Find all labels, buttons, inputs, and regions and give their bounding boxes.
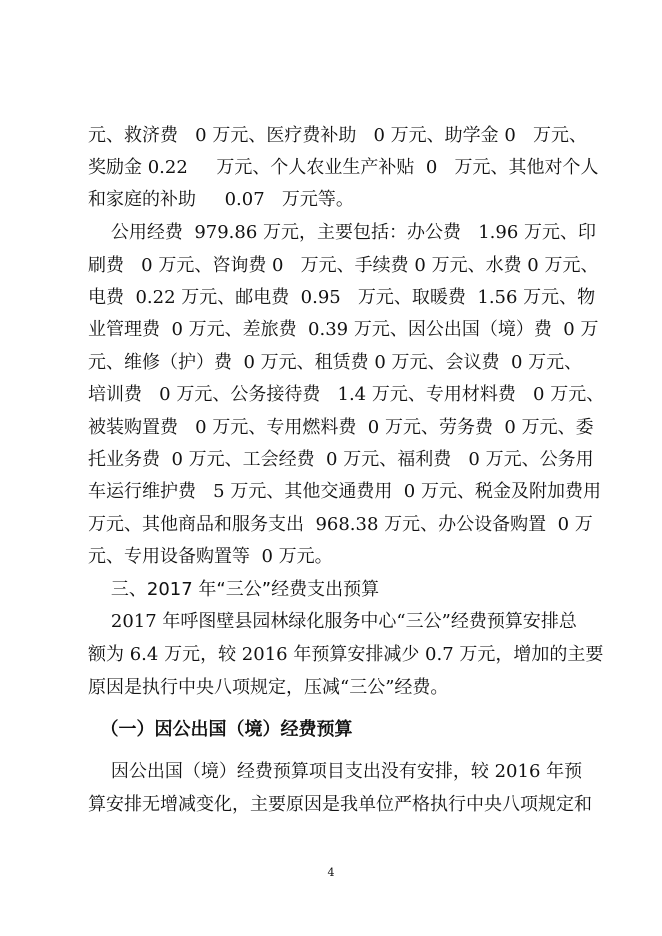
text-line: 电费 0.22 万元、邮电费 0.95 万元、取暖费 1.56 万元、物 xyxy=(88,287,596,308)
text-line: 被装购置费 0 万元、专用燃料费 0 万元、劳务费 0 万元、委 xyxy=(88,417,594,438)
section-heading: 三、2017 年“三公”经费支出预算 xyxy=(88,579,380,600)
text-line: 奖励金 0.22 万元、个人农业生产补贴 0 万元、其他对个人 xyxy=(88,157,599,178)
text-line: 额为 6.4 万元，较 2016 年预算安排减少 0.7 万元，增加的主要 xyxy=(88,644,604,665)
text-line: 业管理费 0 万元、差旅费 0.39 万元、因公出国（境）费 0 万 xyxy=(88,319,599,340)
text-line: 2017 年呼图壁县园林绿化服务中心“三公”经费预算安排总 xyxy=(88,611,577,632)
text-line: 万元、其他商品和服务支出 968.38 万元、办公设备购置 0 万 xyxy=(88,514,593,535)
text-line: 托业务费 0 万元、工会经费 0 万元、福利费 0 万元、公务用 xyxy=(88,449,594,470)
text-line: 元、专用设备购置等 0 万元。 xyxy=(88,546,333,567)
text-line: 因公出国（境）经费预算项目支出没有安排，较 2016 年预 xyxy=(88,761,583,782)
page-number: 4 xyxy=(327,866,335,879)
text-line: 和家庭的补助 0.07 万元等。 xyxy=(88,189,354,210)
text-line: 培训费 0 万元、公务接待费 1.4 万元、专用材料费 0 万元、 xyxy=(88,384,605,405)
subsection-heading: （一）因公出国（境）经费预算 xyxy=(88,719,353,740)
text-line: 元、维修（护）费 0 万元、租赁费 0 万元、会议费 0 万元、 xyxy=(88,352,583,373)
text-line: 公用经费 979.86 万元，主要包括：办公费 1.96 万元、印 xyxy=(88,222,596,243)
text-line: 刷费 0 万元、咨询费 0 万元、手续费 0 万元、水费 0 万元、 xyxy=(88,255,599,276)
text-line: 元、救济费 0 万元、医疗费补助 0 万元、助学金 0 万元、 xyxy=(88,125,588,146)
text-line: 车运行维护费 5 万元、其他交通费用 0 万元、税金及附加费用 xyxy=(88,481,601,502)
text-line: 原因是执行中央八项规定，压减“三公”经费。 xyxy=(88,677,449,698)
text-line: 算安排无增减变化，主要原因是我单位严格执行中央八项规定和 xyxy=(88,794,592,815)
